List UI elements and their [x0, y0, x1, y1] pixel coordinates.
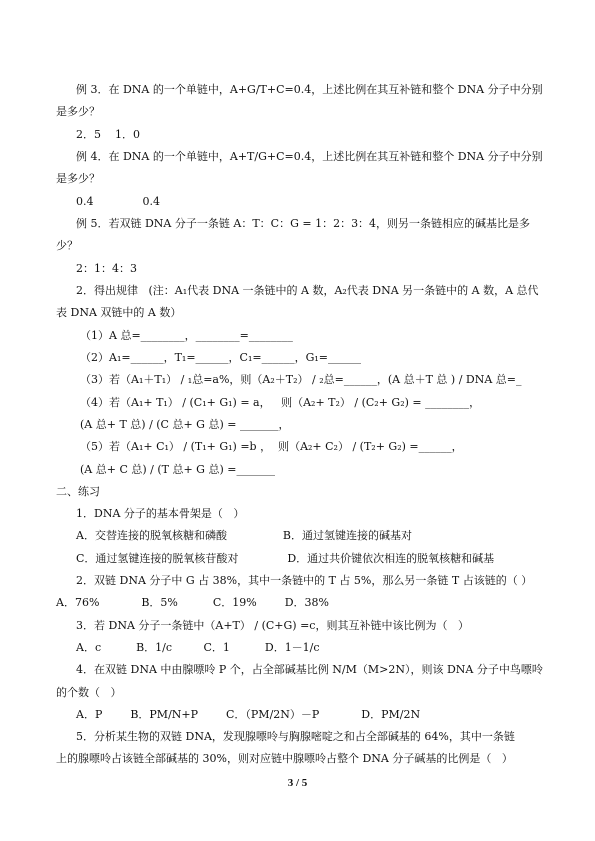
text-line: C．通过氢键连接的脱氧核苷酸对 D．通过共价键依次相连的脱氧核糖和碱基: [76, 552, 495, 565]
text-line: A．76% B．5% C．19% D．38%: [56, 596, 329, 609]
text-line: 2．5 1．0: [76, 128, 140, 141]
text-line: 例 3．在 DNA 的一个单链中，A+G/T+C=0.4，上述比例在其互补链和整个 DNA 分子中分别: [76, 83, 543, 96]
text-line: 5．分析某生物的双链 DNA，发现腺嘌呤与胸腺嘧啶之和占全部碱基的 64%，其中一条链: [76, 730, 515, 743]
text-line: 二、练习: [56, 485, 100, 498]
text-line: A．P B．PM/N+P C．（PM/2N）－P D．PM/2N: [76, 708, 421, 721]
text-line: A．c B．1/c C．1 D．1－1/c: [76, 641, 320, 654]
text-line: (A 总+ C 总) / (T 总+ G 总) =_______: [80, 463, 275, 476]
text-line: 是多少？: [56, 172, 100, 185]
text-line: （1）A 总=________，________=________: [80, 329, 293, 342]
text-line: 是多少？: [56, 105, 100, 118]
text-line: （4）若（A₁+ T₁） / (C₁+ G₁) = a， 则（A₂+ T₂） / (C₂+ G₂) = ________，: [80, 396, 481, 409]
text-line: A．交替连接的脱氧核糖和磷酸 B．通过氢键连接的碱基对: [76, 529, 412, 542]
page-number: 3 / 5: [287, 777, 308, 789]
text-line: （2）A₁=______，T₁=______，C₁=______，G₁=______: [80, 351, 361, 364]
text-line: 例 5．若双链 DNA 分子一条链 A：T：C：G = 1：2：3：4，则另一条链相应的碱基比是多: [76, 217, 531, 230]
text-line: 4．在双链 DNA 中由腺嘌呤 P 个，占全部碱基比例 N/M（M>2N），则该 DNA 分子中鸟嘌呤: [76, 663, 543, 676]
text-line: 1．DNA 分子的基本骨架是（ ）: [76, 507, 245, 520]
text-line: 上的腺嘌呤占该链全部碱基的 30%，则对应链中腺嘌呤占整个 DNA 分子碱基的比例是（ ）: [56, 752, 513, 765]
text-line: 2：1：4：3: [76, 262, 137, 275]
text-line: （3）若（A₁＋T₁） / ₁总=a%，则（A₂＋T₂） / ₂总=______，(A 总＋T 总 ) / DNA 总=_: [80, 373, 522, 386]
text-line: (A 总+ T 总) / (C 总+ G 总) = _______，: [80, 418, 290, 431]
text-line: 2．得出规律 (注：A₁代表 DNA 一条链中的 A 数，A₂代表 DNA 另一条链中的 A 数，A 总代: [76, 284, 539, 297]
text-line: 表 DNA 双链中的 A 数）: [56, 306, 182, 319]
text-line: 2．双链 DNA 分子中 G 占 38%，其中一条链中的 T 占 5%，那么另一条链 T 占该链的（ ）: [76, 574, 533, 587]
text-line: 的个数（ ）: [56, 686, 122, 699]
text-line: 0.4 0.4: [76, 195, 160, 208]
text-line: 少？: [56, 239, 78, 252]
text-line: 例 4．在 DNA 的一个单链中，A+T/G+C=0.4，上述比例在其互补链和整个 DNA 分子中分别: [76, 150, 543, 163]
text-line: 3．若 DNA 分子一条链中（A+T） / (C+G) =c，则其互补链中该比例为（ ）: [76, 619, 469, 632]
text-line: （5）若（A₁+ C₁） / (T₁+ G₁) =b ， 则（A₂+ C₂） / (T₂+ G₂) =______，: [80, 440, 463, 453]
